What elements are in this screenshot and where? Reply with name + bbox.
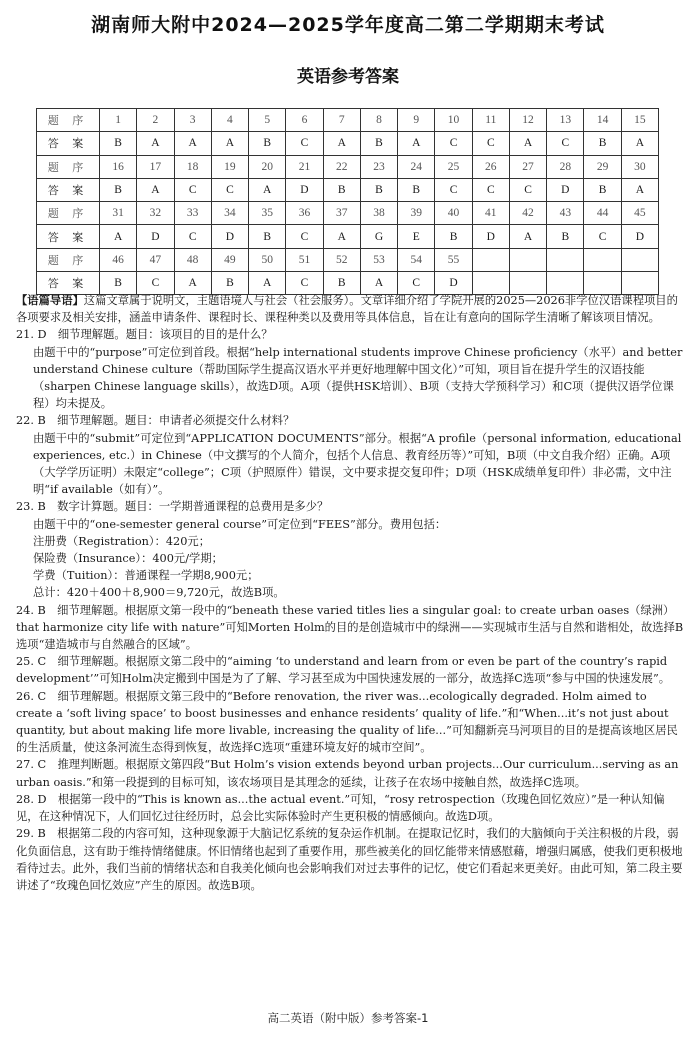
row-label-answer: 答 案 <box>37 225 100 248</box>
answer-cell: D <box>211 225 248 248</box>
explanation-item <box>16 825 684 894</box>
question-number-cell <box>547 248 584 271</box>
answer-cell: C <box>286 132 323 155</box>
answer-cell: D <box>435 272 472 295</box>
question-number-cell: 11 <box>472 109 509 132</box>
number-row <box>37 202 659 225</box>
row-label-answer: 答 案 <box>37 132 100 155</box>
row-label-number: 题 序 <box>37 109 100 132</box>
explanation-head: 22. B 细节理解题。题目：申请者必须提交什么材料？ <box>16 414 295 428</box>
answer-cell: A <box>509 225 546 248</box>
question-number-cell: 52 <box>323 248 360 271</box>
answer-table <box>36 108 659 295</box>
answer-cell: A <box>323 225 360 248</box>
question-number-cell: 38 <box>360 202 397 225</box>
question-number-cell: 4 <box>211 109 248 132</box>
answer-cell: C <box>137 272 174 295</box>
answer-cell: D <box>472 225 509 248</box>
question-number-cell: 14 <box>584 109 621 132</box>
answer-cell: C <box>435 132 472 155</box>
answer-cell: B <box>323 178 360 201</box>
answer-cell: A <box>211 132 248 155</box>
intro-tag: 【语篇导语】 <box>16 294 84 307</box>
explanation-head: 28. D 根据第一段中的“This is known as...the actual event.”可知，“rosy retrospection（玫瑰色回忆效应）”是一种认知偏见，在这种情况下，人们回忆过往经历时，总会比实际体验时产生更积极的情感倾向。故选D项。 <box>16 792 665 824</box>
question-number-cell: 45 <box>621 202 658 225</box>
explanation-item <box>16 756 684 790</box>
explanation-line: 由题干中的“purpose”可定位到首段。根据“help international students improve Chinese proficiency（水平）and better understand Chinese culture（帮助国际学生提高汉语水平并更好地理解中国文化）”可知，项目旨在提升学生的汉语技能（sharpen Chinese language skills），故选D项。A项（提供HSK培训）、B项（支持大学预科学习）和C项（提供汉语学位课程）均未提及。 <box>33 345 683 411</box>
question-number-cell: 39 <box>398 202 435 225</box>
explanation-item <box>16 602 684 654</box>
answer-cell: B <box>100 272 137 295</box>
question-number-cell: 25 <box>435 155 472 178</box>
explanation-line: 总计：420＋400＋8,900＝9,720元，故选B项。 <box>33 586 285 600</box>
answer-cell: C <box>584 225 621 248</box>
row-label-number: 题 序 <box>37 248 100 271</box>
question-number-cell: 28 <box>547 155 584 178</box>
answer-cell: C <box>472 178 509 201</box>
question-number-cell: 19 <box>211 155 248 178</box>
question-number-cell: 37 <box>323 202 360 225</box>
question-number-cell: 15 <box>621 109 658 132</box>
answer-cell: D <box>137 225 174 248</box>
number-row <box>37 155 659 178</box>
page-subtitle: 英语参考答案 <box>297 67 399 87</box>
question-number-cell: 2 <box>137 109 174 132</box>
question-number-cell: 3 <box>174 109 211 132</box>
answer-cell: C <box>435 178 472 201</box>
question-number-cell: 50 <box>249 248 286 271</box>
answer-cell: B <box>360 132 397 155</box>
explanation-head: 29. B 根据第二段的内容可知，这种现象源于大脑记忆系统的复杂运作机制。在提取记忆时，我们的大脑倾向于关注积极的片段，弱化负面信息，这有助于维持情绪健康。怀旧情绪也起到了重要作用，那些被美化的回忆能带来情感慰藉，增强归属感，使我们更积极地看待过去。此外，我们当前的情绪状态和自我美化倾向也会影响我们对过去事件的记忆，使它们看起来更美好。由此可知，第二段主要讲述了“玫瑰色回忆效应”产生的原因。故选B项。 <box>16 827 683 892</box>
answer-cell: B <box>398 178 435 201</box>
answer-cell: D <box>547 178 584 201</box>
explanation-head: 25. C 细节理解题。根据原文第二段中的“aiming ‘to understand and learn from or even be part of the country’s rapid development’”可知Holm决定搬到中国是为了了解、学习甚至成为中国快速发展的一部分，故选择C选项“参与中国的快速发展”。 <box>16 655 671 686</box>
question-number-cell: 53 <box>360 248 397 271</box>
page-footer: 高二英语（附中版）参考答案-1 <box>267 1011 429 1025</box>
row-label-answer: 答 案 <box>37 272 100 295</box>
answer-cell: B <box>360 178 397 201</box>
explanation-line: 学费（Tuition）：普通课程一学期8,900元； <box>33 569 259 583</box>
explanation-line: 保险费（Insurance）：400元/学期； <box>33 552 223 566</box>
answer-cell: A <box>100 225 137 248</box>
question-number-cell: 44 <box>584 202 621 225</box>
question-number-cell <box>621 248 658 271</box>
intro-paragraph <box>16 292 684 326</box>
answer-cell: A <box>174 132 211 155</box>
explanation-item <box>16 498 684 601</box>
answer-cell: A <box>249 178 286 201</box>
explanation-item <box>16 653 684 687</box>
explanation-head: 21. D 细节理解题。题目：该项目的目的是什么？ <box>16 328 273 342</box>
answer-cell: B <box>211 272 248 295</box>
question-number-cell: 42 <box>509 202 546 225</box>
question-number-cell: 8 <box>360 109 397 132</box>
answer-cell: A <box>323 132 360 155</box>
question-number-cell: 16 <box>100 155 137 178</box>
answer-cell: D <box>621 225 658 248</box>
answer-cell: A <box>137 178 174 201</box>
answer-cell: A <box>621 132 658 155</box>
row-label-answer: 答 案 <box>37 178 100 201</box>
explanation-item <box>16 412 684 498</box>
question-number-cell: 54 <box>398 248 435 271</box>
question-number-cell: 20 <box>249 155 286 178</box>
answer-row <box>37 178 659 201</box>
question-number-cell: 31 <box>100 202 137 225</box>
answer-cell: C <box>472 132 509 155</box>
answer-cell: C <box>547 132 584 155</box>
question-number-cell: 1 <box>100 109 137 132</box>
question-number-cell: 34 <box>211 202 248 225</box>
question-number-cell: 48 <box>174 248 211 271</box>
question-number-cell: 33 <box>174 202 211 225</box>
question-number-cell: 10 <box>435 109 472 132</box>
answer-cell: B <box>547 225 584 248</box>
answer-cell: B <box>249 225 286 248</box>
question-number-cell: 43 <box>547 202 584 225</box>
explanation-head: 27. C 推理判断题。根据原文第四段“But Holm’s vision extends beyond urban projects...Our curriculum...serving as an urban oasis.”和第一段提到的目标可知，该农场项目是其理念的延续，让孩子在农场中接触自然，故选择C选项。 <box>16 758 679 789</box>
explanation-item <box>16 326 684 412</box>
answer-row <box>37 132 659 155</box>
number-row <box>37 109 659 132</box>
question-number-cell: 22 <box>323 155 360 178</box>
question-number-cell: 36 <box>286 202 323 225</box>
answer-row <box>37 225 659 248</box>
question-number-cell <box>509 248 546 271</box>
question-number-cell: 32 <box>137 202 174 225</box>
question-number-cell <box>472 248 509 271</box>
question-number-cell: 30 <box>621 155 658 178</box>
answer-cell: B <box>435 225 472 248</box>
question-number-cell: 18 <box>174 155 211 178</box>
question-number-cell: 35 <box>249 202 286 225</box>
answer-cell: B <box>100 132 137 155</box>
answer-cell: D <box>286 178 323 201</box>
question-number-cell <box>584 248 621 271</box>
question-number-cell: 13 <box>547 109 584 132</box>
answer-cell: A <box>621 178 658 201</box>
answer-cell: E <box>398 225 435 248</box>
row-label-number: 题 序 <box>37 155 100 178</box>
answer-cell: B <box>584 132 621 155</box>
question-number-cell: 27 <box>509 155 546 178</box>
explanation-head: 26. C 细节理解题。根据原文第三段中的“Before renovation, the river was...ecologically degraded. Holm aimed to create a ‘soft living space’ to boost businesses and enhance residents’ quality of life.”和“When...it’s not just about quantity, but about making life more livable, increasing the quality of life...”可知翻新亮马河项目的目的是提高该地区居民的生活质量，使这条河流生态得到恢复，故选择C选项“重建环境友好的城市空间”。 <box>16 689 678 755</box>
explanation-line: 由题干中的“one-semester general course”可定位到“FEES”部分。费用包括： <box>33 517 447 531</box>
answer-cell: C <box>286 225 323 248</box>
page-title: 湖南师大附中2024—2025学年度高二第二学期期末考试 <box>91 14 605 36</box>
explanation-head: 24. B 细节理解题。根据原文第一段中的“beneath these varied titles lies a singular goal: to create urban oases（绿洲）that harmonize city life with nature”可知Morten Holm的目的是创造城市中的绿洲——实现城市生活与自然和谐相处，故选择B选项“建造城市与自然融合的区域”。 <box>16 603 684 652</box>
question-number-cell: 41 <box>472 202 509 225</box>
explanation-item <box>16 688 684 757</box>
answer-cell: C <box>509 178 546 201</box>
answer-cell: G <box>360 225 397 248</box>
answer-cell: C <box>174 225 211 248</box>
explanation-line: 由题干中的“submit”可定位到“APPLICATION DOCUMENTS”部分。根据“A profile（personal information, educational experiences, etc.）in Chinese（中文撰写的个人简介，包括个人信息、教育经历等）”可知，B项（中文自我介绍）正确。A项（大学学历证明）未限定“college”；C项（护照原件）错误，文中要求提交复印件；D项（HSK成绩单复印件）非必需，文中注明“if available（如有）”。 <box>33 431 682 497</box>
answer-cell: A <box>509 132 546 155</box>
question-number-cell: 12 <box>509 109 546 132</box>
question-number-cell: 21 <box>286 155 323 178</box>
intro-text: 这篇文章属于说明文，主题语境人与社会（社会服务）。文章详细介绍了学院开展的2025—2026非学位汉语课程项目的各项要求及相关安排，涵盖申请条件、课程时长、课程种类以及费用等具体信息，旨在让有意向的国际学生清晰了解该项目情况。 <box>16 294 678 325</box>
row-label-number: 题 序 <box>37 202 100 225</box>
question-number-cell: 9 <box>398 109 435 132</box>
answer-cell: C <box>174 178 211 201</box>
answer-cell: B <box>249 132 286 155</box>
answer-cell: A <box>360 272 397 295</box>
question-number-cell: 40 <box>435 202 472 225</box>
answer-cell: A <box>137 132 174 155</box>
explanation-line: 注册费（Registration）：420元； <box>33 534 211 548</box>
explanation-head: 23. B 数字计算题。题目：一学期普通课程的总费用是多少？ <box>16 500 329 514</box>
number-row <box>37 248 659 271</box>
question-number-cell: 5 <box>249 109 286 132</box>
question-number-cell: 46 <box>100 248 137 271</box>
explanations <box>16 292 684 894</box>
answer-cell: A <box>174 272 211 295</box>
answer-cell: C <box>398 272 435 295</box>
answer-cell: C <box>211 178 248 201</box>
question-number-cell: 24 <box>398 155 435 178</box>
answer-cell: A <box>398 132 435 155</box>
question-number-cell: 29 <box>584 155 621 178</box>
question-number-cell: 7 <box>323 109 360 132</box>
answer-cell: A <box>249 272 286 295</box>
question-number-cell: 51 <box>286 248 323 271</box>
question-number-cell: 47 <box>137 248 174 271</box>
answer-cell: B <box>100 178 137 201</box>
answer-cell: C <box>286 272 323 295</box>
question-number-cell: 49 <box>211 248 248 271</box>
answer-cell: B <box>323 272 360 295</box>
answer-cell: B <box>584 178 621 201</box>
question-number-cell: 26 <box>472 155 509 178</box>
question-number-cell: 55 <box>435 248 472 271</box>
question-number-cell: 6 <box>286 109 323 132</box>
question-number-cell: 17 <box>137 155 174 178</box>
explanation-item <box>16 791 684 825</box>
question-number-cell: 23 <box>360 155 397 178</box>
